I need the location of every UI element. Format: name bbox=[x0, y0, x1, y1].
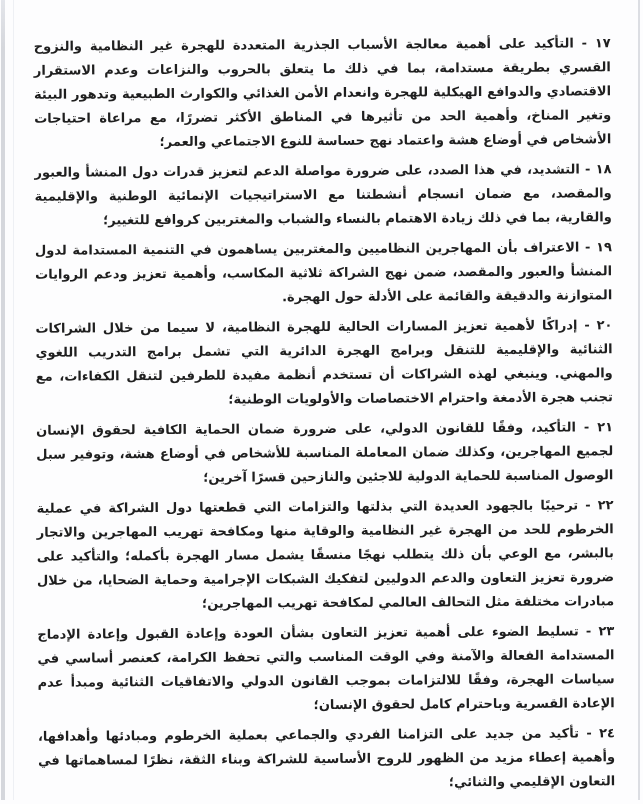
numbered-paragraph-18 bbox=[34, 158, 611, 234]
paragraph-text: ترحيبًا بالجهود العديدة التي بذلتها والتزامات التي قطعتها دول الشراكة في عملية الخرطوم للحد من الهجرة غير النظامية والوقاية منها ومكافحة تهريب المهاجرين والاتجار بالبشر، مع الوعي بأن ذلك يتطلب نهجًا منسقًا يشمل مسار الهجرة بأكمله؛ والتأكيد على ضرورة تعزيز التعاون والدعم الدوليين لتفكيك الشبكات الإجرامية وحماية الضحايا، من خلال مبادرات مختلفة مثل التحالف العالمي لمكافحة تهريب المهاجرين؛ bbox=[36, 498, 615, 612]
scan-crease-line-left bbox=[13, 0, 14, 800]
numbered-paragraph-21 bbox=[36, 416, 613, 492]
numbered-paragraph-20 bbox=[35, 314, 613, 414]
paragraph-text: تأكيد من جديد على التزامنا الفردي والجماعي بعملية الخرطوم ومبادئها وأهدافها، وأهمية إعطاء مزيد من الظهور للروح الأساسية للشراكة وبناء الثقة، نظرًا لمساهماتها في التعاون الإقليمي والثنائي؛ bbox=[37, 726, 616, 791]
numbered-paragraph-22 bbox=[36, 494, 614, 618]
paragraph-text: الاعتراف بأن المهاجرين النظاميين والمغتربين يساهمون في التنمية المستدامة لدول المنشأ والعبور والمقصد، ضمن نهج الشراكة ثلاثية المكاسب، وأهمية تعزيز ودعم الروايات المتوازنة والدقيقة والقائمة على الأدلة حول الهجرة. bbox=[34, 240, 613, 306]
numbered-paragraph-17 bbox=[34, 32, 612, 156]
paragraph-number: ٢٢ - bbox=[585, 498, 614, 514]
paragraph-text: التأكيد على أهمية معالجة الأسباب الجذرية المتعددة للهجرة غير النظامية والنزوح القسري بطريقة مستدامة، بما في ذلك ما يتعلق بالحروب والنزاعات وعدم الاستقرار الاقتصادي والدوافع الهيكلية للهجرة وانعدام الأمن الغذائي والكوارث الطبيعية وتدهور البيئة وتغير المناخ، وأهمية الحد من تأثيرها في المناطق الأكثر تضررًا، مع مراعاة احتياجات الأشخاص في أوضاع هشة واعتماد نهج حساسة للنوع الاجتماعي والعمر؛ bbox=[33, 36, 612, 151]
paragraph-number: ١٨ - bbox=[584, 162, 612, 178]
paragraph-text: تسليط الضوء على أهمية تعزيز التعاون بشأن العودة وإعادة القبول وإعادة الإدماج المستدامة الفعالة والآمنة وفي الوقت المناسب والتي تحفظ الكرامة، كعنصر أساسي في سياسات الهجرة، وفقًا للالتزامات بموجب القانون الدولي والاتفاقيات الثنائية ومبدأ عدم الإعادة القسرية وباحترام كامل لحقوق الإنسان؛ bbox=[37, 624, 615, 714]
paragraph-number: ٢٤ - bbox=[586, 726, 615, 742]
paragraph-text: التأكيد، وفقًا للقانون الدولي، على ضرورة ضمان الحماية الكافية لحقوق الإنسان لجميع المهاجرين، وكذلك ضمان المعاملة المناسبة للأشخاص في أوضاع هشة، وتوفير سبل الوصول المناسبة للحماية الدولية للاجئين والنازحين قسرًا آخرين؛ bbox=[36, 420, 614, 486]
numbered-paragraph-23 bbox=[37, 620, 615, 720]
paragraph-number: ١٧ - bbox=[581, 36, 611, 52]
numbered-paragraph-24 bbox=[38, 722, 615, 798]
scan-edge-right bbox=[638, 0, 640, 800]
document-text-block bbox=[34, 32, 616, 804]
paragraph-number: ٢٣ - bbox=[585, 624, 615, 640]
paragraph-number: ٢١ - bbox=[583, 420, 614, 436]
paragraph-text: إدراكًا لأهمية تعزيز المسارات الحالية للهجرة النظامية، لا سيما من خلال الشراكات الثنائية والإقليمية للتنقل وبرامج الهجرة الدائرية التي تشمل برامج التدريب اللغوي والمهني. وينبغي لهذه الشراكات أن تستخدم أنظمة مفيدة للطرفين لتنقل الكفاءات، مع تجنب هجرة الأدمغة واحترام الاختصاصات والأولويات الوطنية؛ bbox=[35, 318, 613, 408]
paragraph-number: ١٩ - bbox=[584, 240, 613, 256]
numbered-paragraph-19 bbox=[35, 236, 612, 312]
scan-edge-left bbox=[1, 0, 5, 800]
paragraph-text: التشديد، في هذا الصدد، على ضرورة مواصلة الدعم لتعزيز قدرات دول المنشأ والعبور والمقصد، مع ضمان انسجام أنشطتنا مع الاستراتيجيات الإنمائية الوطنية والإقليمية والقارية، بما في ذلك زيادة الاهتمام بالنساء والشباب والمغتربين كروافع للتغيير؛ bbox=[34, 162, 612, 229]
paragraph-number: ٢٠ - bbox=[584, 318, 613, 334]
